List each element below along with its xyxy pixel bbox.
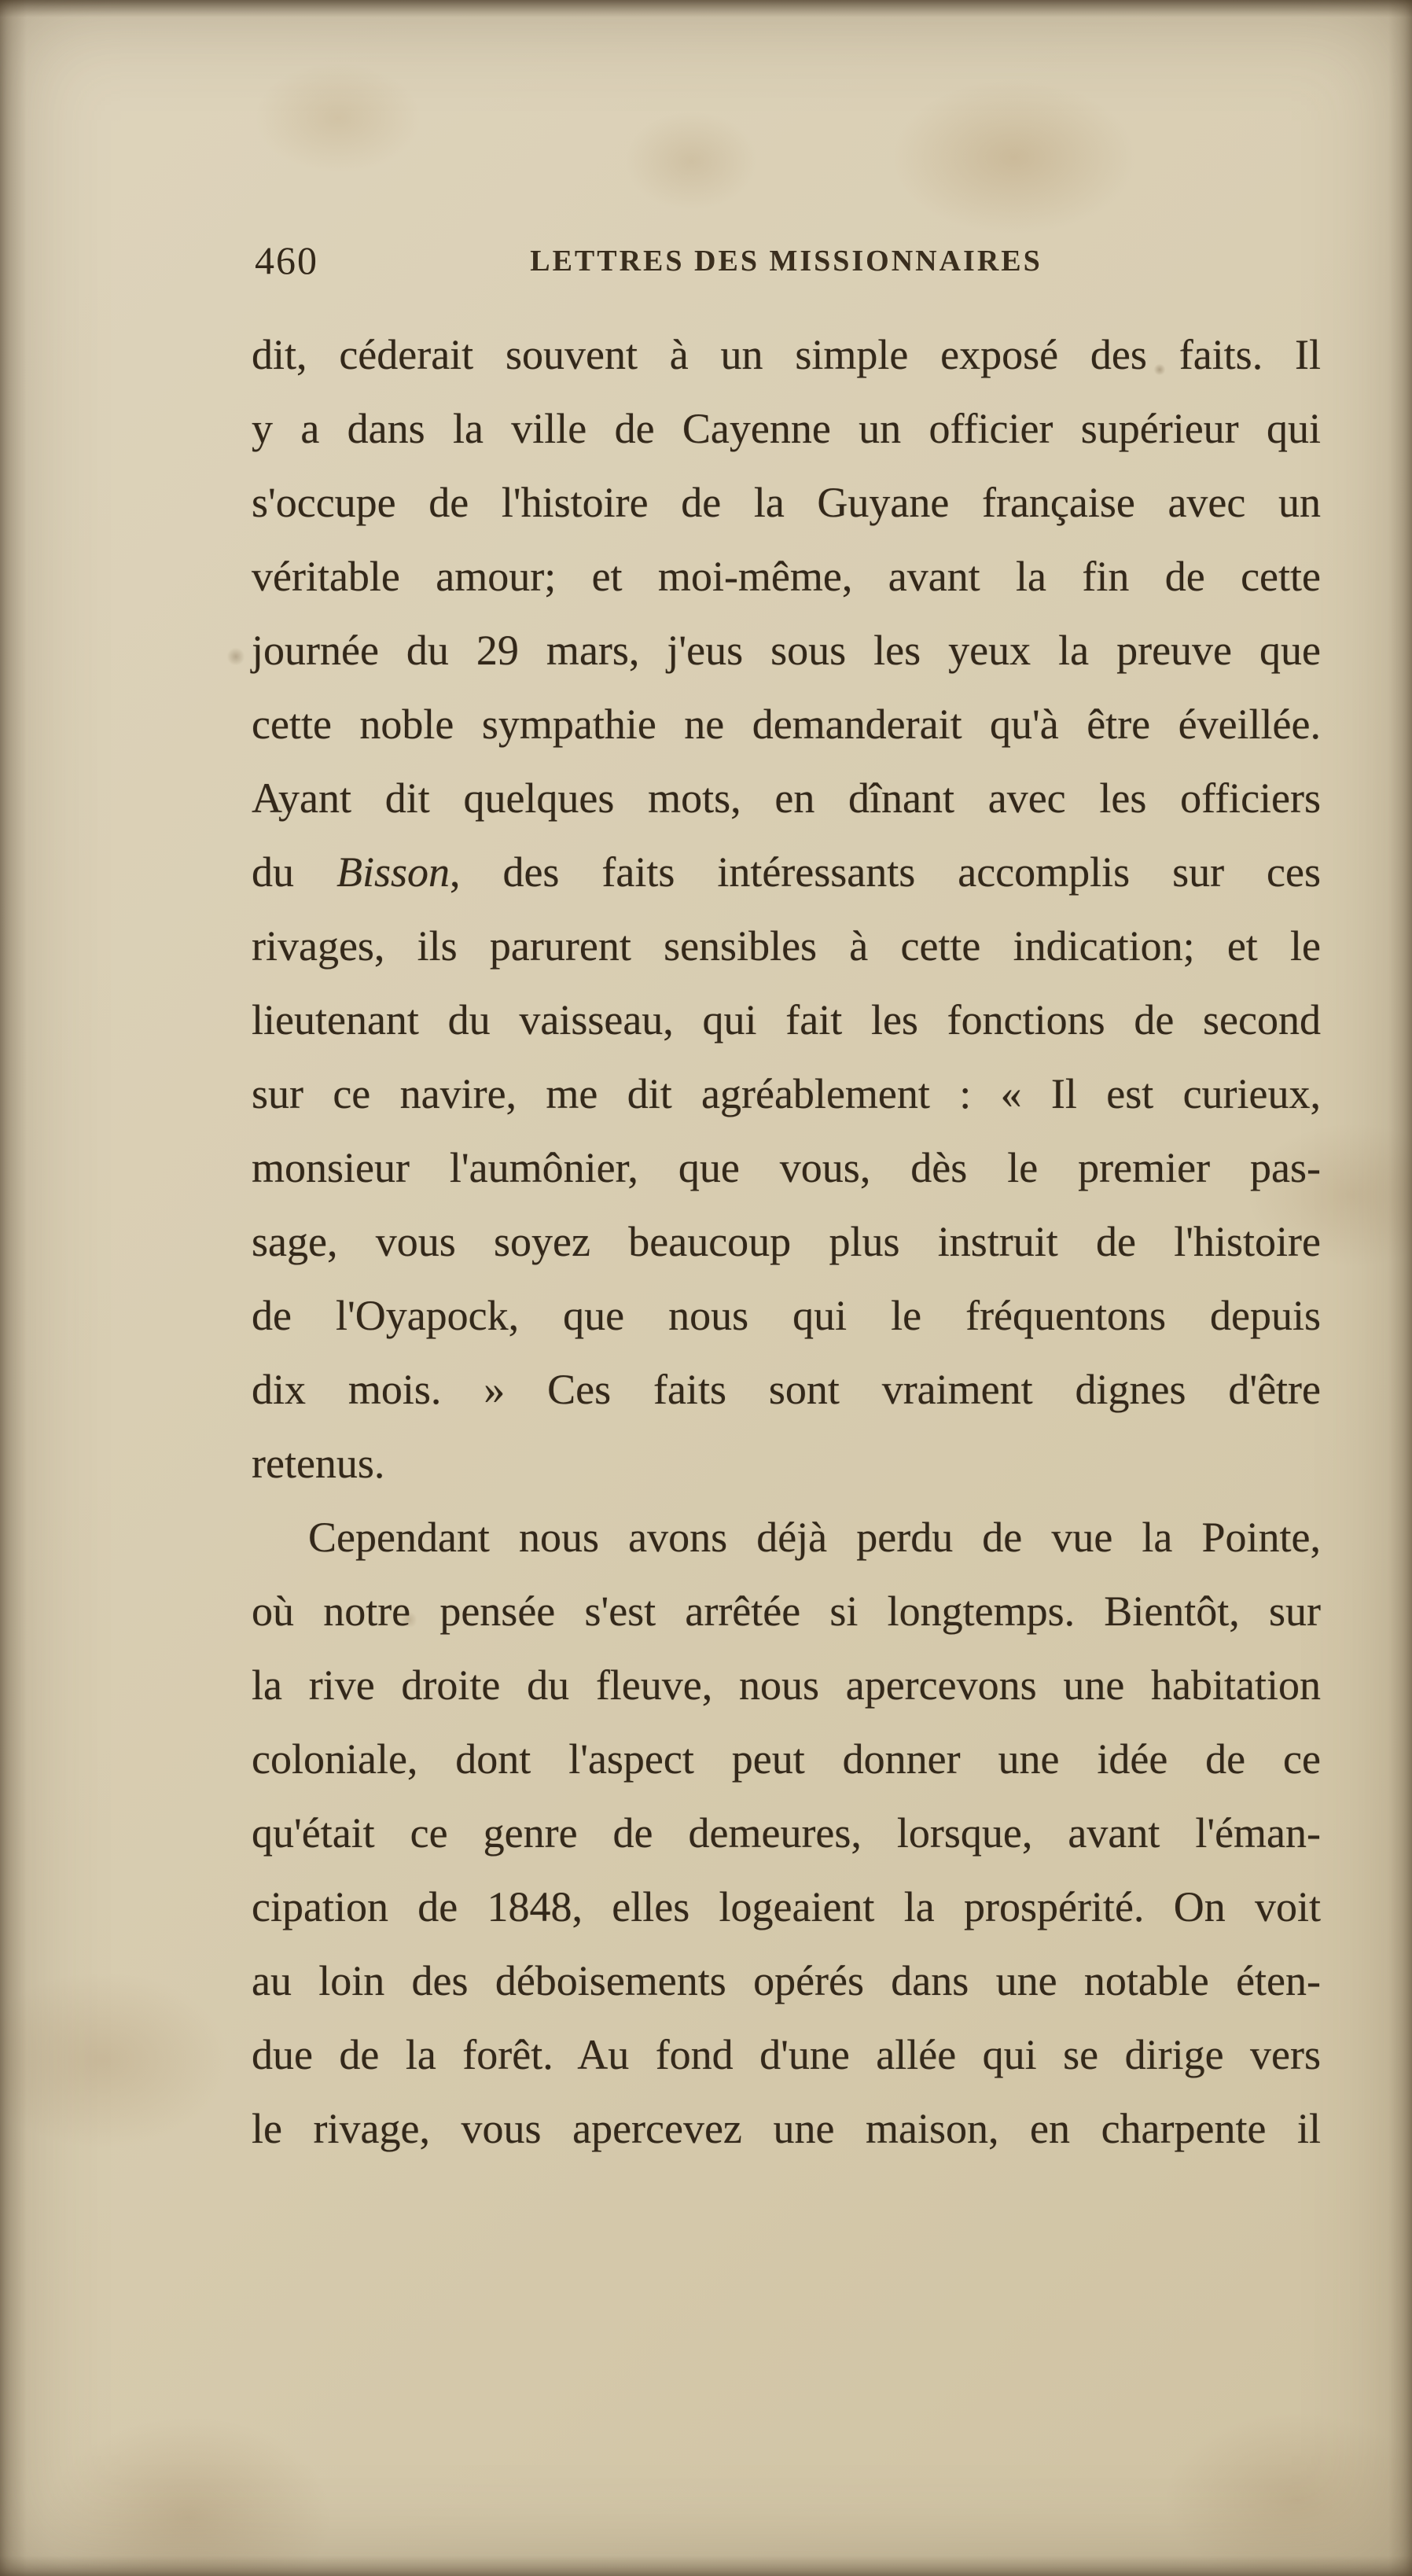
text-line: au loin des déboisements opérés dans une notable éten-	[252, 1957, 1321, 2004]
text-line: du Bisson, des faits intéressants accomplis sur ces	[252, 848, 1322, 896]
text-line: sur ce navire, me dit agréablement : « Il est curieux,	[252, 1070, 1321, 1117]
text-line: cipation de 1848, elles logeaient la prospérité. On voit	[252, 1883, 1321, 1930]
running-title: LETTRES DES MISSIONNAIRES	[530, 245, 1042, 278]
text-line: qu'était ce genre de demeures, lorsque, avant l'éman-	[252, 1809, 1321, 1857]
text-line: véritable amour; et moi-même, avant la fin de cette	[252, 553, 1321, 600]
text-line: la rive droite du fleuve, nous apercevons une habitation	[252, 1662, 1321, 1709]
text-line: sage, vous soyez beaucoup plus instruit de l'histoire	[252, 1218, 1321, 1265]
text-line: due de la forêt. Au fond d'une allée qui se dirige vers	[252, 2031, 1321, 2078]
text-line: s'occupe de l'histoire de la Guyane française avec un	[252, 479, 1321, 526]
page-number: 460	[255, 238, 318, 282]
text-line: y a dans la ville de Cayenne un officier supérieur qui	[252, 405, 1321, 452]
text-line: Ayant dit quelques mots, en dînant avec les officiers	[252, 775, 1321, 822]
text-line: où notre pensée s'est arrêtée si longtemps. Bientôt, sur	[252, 1588, 1321, 1635]
text-line: lieutenant du vaisseau, qui fait les fonctions de second	[252, 996, 1321, 1043]
text-line: rivages, ils parurent sensibles à cette indication; et le	[252, 922, 1321, 970]
text-line: dit, céderait souvent à un simple exposé des faits. Il	[252, 331, 1321, 378]
text-line: de l'Oyapock, que nous qui le fréquentons depuis	[252, 1292, 1321, 1339]
text-line: le rivage, vous apercevez une maison, en charpente il	[252, 2105, 1321, 2152]
text-block	[252, 318, 1321, 2166]
text-line: monsieur l'aumônier, que vous, dès le premier pas-	[252, 1144, 1321, 1191]
text-line: coloniale, dont l'aspect peut donner une idée de ce	[252, 1735, 1321, 1783]
text-line: Cependant nous avons déjà perdu de vue la Pointe,	[308, 1514, 1321, 1561]
text-line: dix mois. » Ces faits sont vraiment dignes d'être	[252, 1366, 1321, 1413]
text-line: cette noble sympathie ne demanderait qu'à être éveillée.	[252, 701, 1321, 748]
text-line: journée du 29 mars, j'eus sous les yeux la preuve que	[252, 627, 1321, 674]
page-header	[252, 237, 1321, 293]
text-line: retenus.	[252, 1440, 385, 1487]
